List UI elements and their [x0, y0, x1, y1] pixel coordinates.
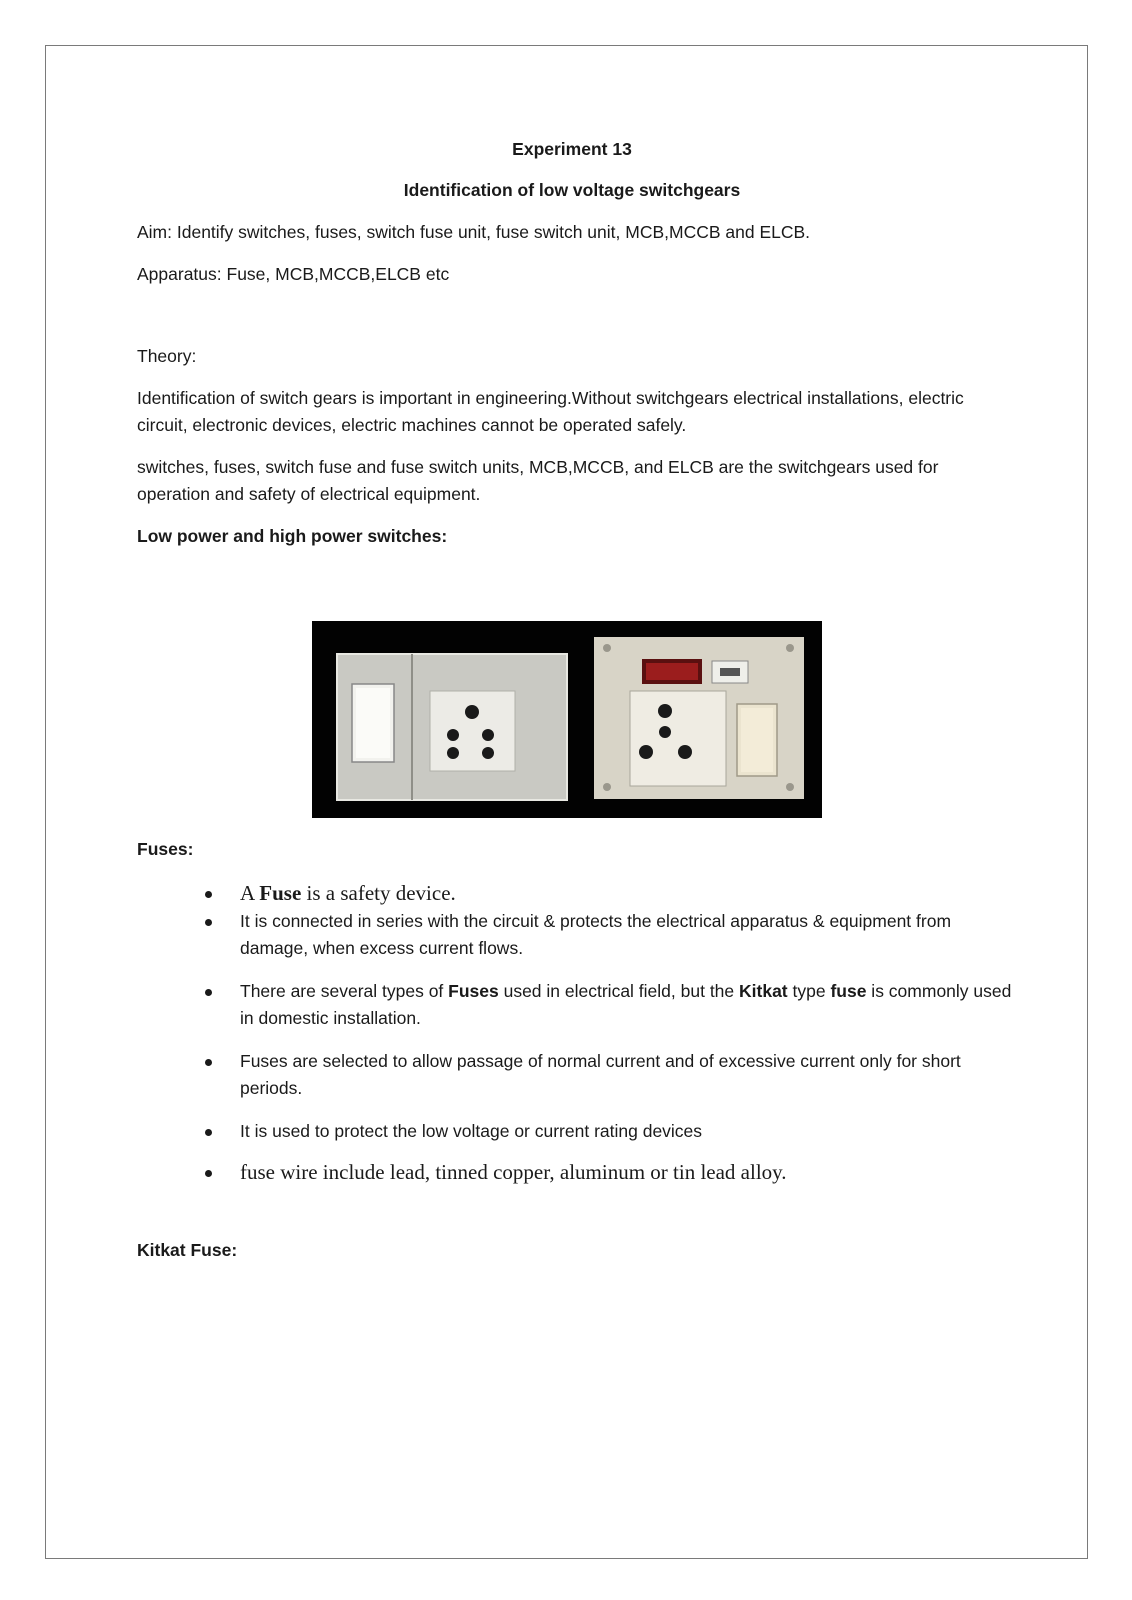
- fuses-heading: Fuses:: [137, 839, 194, 859]
- document-body: [137, 136, 1007, 550]
- theory-paragraph-1: Identification of switch gears is important in engineering.Without switchgears electrical installations, electric circuit, electronic devices, electric machines cannot be operated safely.: [137, 388, 964, 435]
- switches-photo-drawing: [312, 621, 822, 818]
- list-item: [205, 1118, 1015, 1145]
- bullet-dot: [205, 1059, 212, 1066]
- list-item: [205, 978, 1015, 1032]
- bullet-text: [240, 881, 456, 905]
- theory-heading: Theory:: [137, 346, 197, 366]
- theory-paragraph-2: switches, fuses, switch fuse and fuse switch units, MCB,MCCB, and ELCB are the switchgears used for operation and safety of electrical equipment.: [137, 457, 939, 504]
- bullet-text: It is connected in series with the circuit & protects the electrical apparatus & equipment from damage, when excess current flows.: [240, 911, 952, 958]
- bullet-text: Fuses are selected to allow passage of normal current and of excessive current only for short periods.: [240, 1051, 961, 1098]
- text-fragment: is commonly used in domestic installation.: [240, 981, 1012, 1028]
- bullet-text: fuse wire include lead, tinned copper, aluminum or tin lead alloy.: [240, 1160, 787, 1184]
- text-fragment: A: [240, 881, 260, 905]
- text-fragment: type: [787, 981, 831, 1001]
- bullet-dot: [205, 919, 212, 926]
- bullet-text: [240, 981, 1011, 1028]
- switches-heading: Low power and high power switches:: [137, 526, 448, 546]
- bullet-dot: [205, 989, 212, 996]
- text-fragment: There are several types of: [240, 981, 449, 1001]
- bullet-dot: [205, 1129, 212, 1136]
- text-fragment: is a safety device.: [301, 881, 456, 905]
- page-title: Experiment 13: [512, 139, 632, 159]
- bullet-dot: [205, 891, 212, 898]
- kitkat-fuse-heading: Kitkat Fuse:: [137, 1240, 238, 1260]
- apparatus-text: Apparatus: Fuse, MCB,MCCB,ELCB etc: [137, 264, 450, 284]
- aim-text: Aim: Identify switches, fuses, switch fuse unit, fuse switch unit, MCB,MCCB and ELCB.: [137, 222, 811, 242]
- list-item: [205, 1159, 1015, 1187]
- text-fragment-bold: fuse: [830, 981, 867, 1001]
- bullet-text: It is used to protect the low voltage or current rating devices: [240, 1121, 703, 1141]
- list-item: [205, 1048, 1015, 1102]
- switches-photo: [312, 621, 822, 818]
- text-fragment: used in electrical field, but the: [498, 981, 740, 1001]
- text-fragment-bold: Fuses: [448, 981, 499, 1001]
- list-item: [205, 908, 1015, 962]
- page-subtitle: Identification of low voltage switchgears: [403, 180, 741, 200]
- fuses-bullet-list: [205, 880, 1015, 1187]
- list-item: [205, 880, 1015, 908]
- bullet-dot: [205, 1170, 212, 1177]
- text-fragment-bold: Kitkat: [739, 981, 788, 1001]
- text-fragment-bold: Fuse: [259, 881, 302, 905]
